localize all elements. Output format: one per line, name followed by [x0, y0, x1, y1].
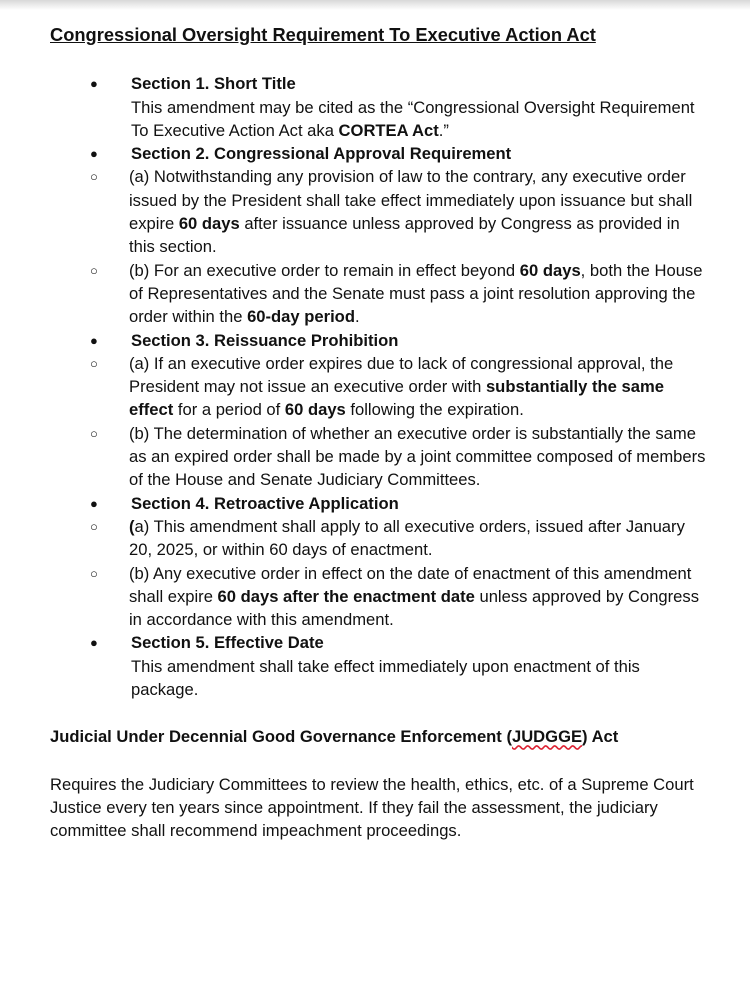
circle-bullet-icon: ○ [90, 565, 98, 581]
section-body: This amendment may be cited as the “Congressional Oversight Requirement To Executive Action Act aka CORTEA Act.” [131, 97, 695, 140]
section-4 [50, 492, 710, 515]
subsection-2a: ○ (a) Notwithstanding any provision of law to the contrary, any executive order issued by the President shall take effect immediately upon issuance but shall expire 60 days after issuance unless approved by Congress as provided in this section. [90, 167, 693, 257]
spellcheck-acronym: JUDGGE [511, 727, 583, 747]
circle-bullet-icon: ○ [90, 169, 98, 185]
bullet-icon: ● [90, 332, 98, 348]
subsection-3b: ○ (b) The determination of whether an executive order is substantially the same as an expired order shall be made by a joint committee composed of members of the House and Senate Judiciary Committees. [90, 423, 706, 490]
circle-bullet-icon: ○ [90, 262, 98, 278]
subsection-4b: ○ (b) Any executive order in effect on the date of enactment of this amendment shall expire 60 days after the enactment date unless approved by Congress in accordance with this amendment. [90, 563, 700, 630]
section-1 [50, 72, 710, 142]
bullet-icon: ● [90, 495, 98, 511]
section-title: Section 5. Effective Date [131, 633, 324, 653]
section-list [50, 72, 710, 701]
bullet-icon: ● [90, 76, 98, 92]
section-2 [50, 142, 710, 165]
judgge-description: Requires the Judiciary Committees to review the health, ethics, etc. of a Supreme Court Justice every ten years since appointment. If they fail the assessment, the judiciary committee shall recommend impeachment proceedings. [50, 774, 694, 841]
section-title: Section 2. Congressional Approval Requirement [131, 144, 512, 164]
top-shadow [0, 0, 750, 10]
document [50, 23, 710, 843]
section-title: Section 1. Short Title [131, 74, 296, 94]
circle-bullet-icon: ○ [90, 355, 98, 371]
subsection-3a: ○ (a) If an executive order expires due to lack of congressional approval, the President may not issue an executive order with substantially the same effect for a period of 60 days following the expiration. [90, 353, 674, 420]
subsection-2b: ○ (b) For an executive order to remain in effect beyond 60 days, both the House of Representatives and the Senate must pass a joint resolution approving the order within the 60-day period. [90, 260, 703, 327]
section-3 [50, 329, 710, 352]
document-title: Congressional Oversight Requirement To Executive Action Act [50, 24, 596, 45]
section-title: Section 3. Reissuance Prohibition [131, 330, 399, 350]
section-5 [50, 631, 710, 701]
bullet-icon: ● [90, 635, 98, 651]
circle-bullet-icon: ○ [90, 425, 98, 441]
subsection-4a: ○ (a) This amendment shall apply to all executive orders, issued after January 20, 2025, or within 60 days of enactment. [90, 516, 685, 560]
section-body: This amendment shall take effect immediately upon enactment of this package. [131, 656, 640, 700]
section-title: Section 4. Retroactive Application [131, 493, 399, 513]
circle-bullet-icon: ○ [90, 518, 98, 534]
bullet-icon: ● [90, 146, 98, 162]
judgge-heading: Judicial Under Decennial Good Governance Enforcement (JUDGGE) Act [50, 727, 619, 747]
